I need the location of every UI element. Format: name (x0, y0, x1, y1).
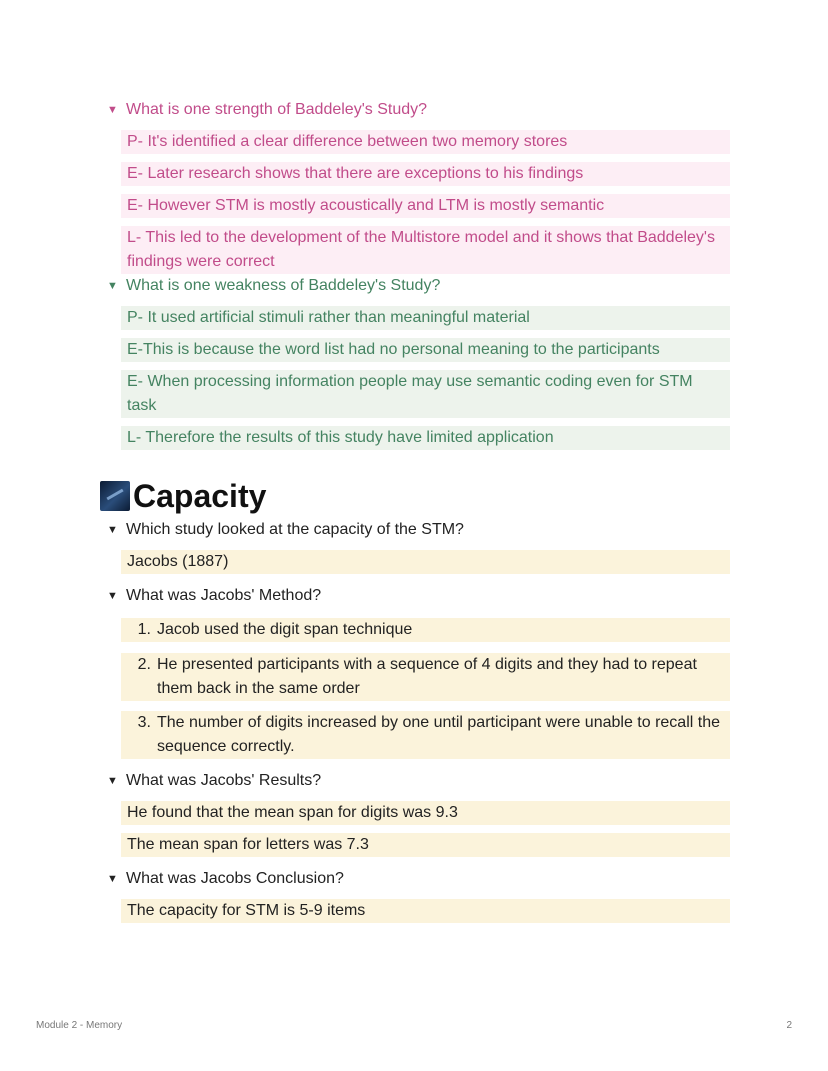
triangle-down-icon[interactable]: ▼ (107, 524, 118, 536)
toggle-header[interactable] (107, 769, 730, 793)
toggle-title: What was Jacobs' Results? (126, 772, 322, 789)
page-number: 2 (786, 1020, 792, 1031)
triangle-down-icon[interactable]: ▼ (107, 775, 118, 787)
list-text: The number of digits increased by one until participant were unable to recall the sequence correctly. (157, 714, 720, 755)
list-number: 3. (137, 714, 151, 731)
toggle-header[interactable] (107, 274, 730, 298)
toggle-header[interactable] (107, 867, 730, 891)
pink-block: L- This led to the development of the Multistore model and it shows that Baddeley's findings were correct (121, 226, 730, 274)
green-block: L- Therefore the results of this study have limited application (121, 426, 730, 450)
yellow-block: The capacity for STM is 5-9 items (121, 899, 730, 923)
heading-text: Capacity (133, 477, 267, 514)
footer-title: Module 2 - Memory (36, 1020, 123, 1031)
triangle-down-icon[interactable]: ▼ (107, 280, 118, 292)
toggle-header[interactable] (107, 98, 730, 122)
pink-block: E- Later research shows that there are exceptions to his findings (121, 162, 730, 186)
green-block: E-This is because the word list had no personal meaning to the participants (121, 338, 730, 362)
list-number: 2. (137, 656, 151, 673)
list-text: Jacob used the digit span technique (157, 621, 413, 638)
capacity-section (107, 518, 730, 923)
green-block: E- When processing information people may use semantic coding even for STM task (121, 370, 730, 418)
list-number: 1. (137, 621, 151, 638)
list-text: He presented participants with a sequence of 4 digits and they had to repeat them back in the same order (157, 656, 697, 697)
triangle-down-icon[interactable]: ▼ (107, 873, 118, 885)
triangle-down-icon[interactable]: ▼ (107, 104, 118, 116)
toggle-title: Which study looked at the capacity of the STM? (126, 521, 464, 538)
numbered-list-item (121, 653, 730, 701)
yellow-block: Jacobs (1887) (121, 550, 730, 574)
yellow-block: The mean span for letters was 7.3 (121, 833, 730, 857)
weakness-toggle-section (107, 274, 730, 450)
strength-toggle-section (107, 98, 730, 274)
toggle-title: What was Jacobs Conclusion? (126, 870, 344, 887)
numbered-list-item (121, 618, 730, 642)
toggle-title: What was Jacobs' Method? (126, 587, 322, 604)
toggle-title: What is one strength of Baddeley's Study? (126, 101, 428, 118)
content (107, 98, 730, 923)
pink-block: P- It's identified a clear difference between two memory stores (121, 130, 730, 154)
triangle-down-icon[interactable]: ▼ (107, 590, 118, 602)
toggle-title: What is one weakness of Baddeley's Study? (126, 277, 441, 294)
galaxy-image-icon (100, 481, 130, 511)
numbered-list-item (121, 711, 730, 759)
green-block: P- It used artificial stimuli rather than meaningful material (121, 306, 730, 330)
toggle-header[interactable] (107, 584, 730, 608)
yellow-block: He found that the mean span for digits was 9.3 (121, 801, 730, 825)
pink-block: E- However STM is mostly acoustically and LTM is mostly semantic (121, 194, 730, 218)
toggle-header[interactable] (107, 518, 730, 542)
section-heading (100, 474, 730, 518)
